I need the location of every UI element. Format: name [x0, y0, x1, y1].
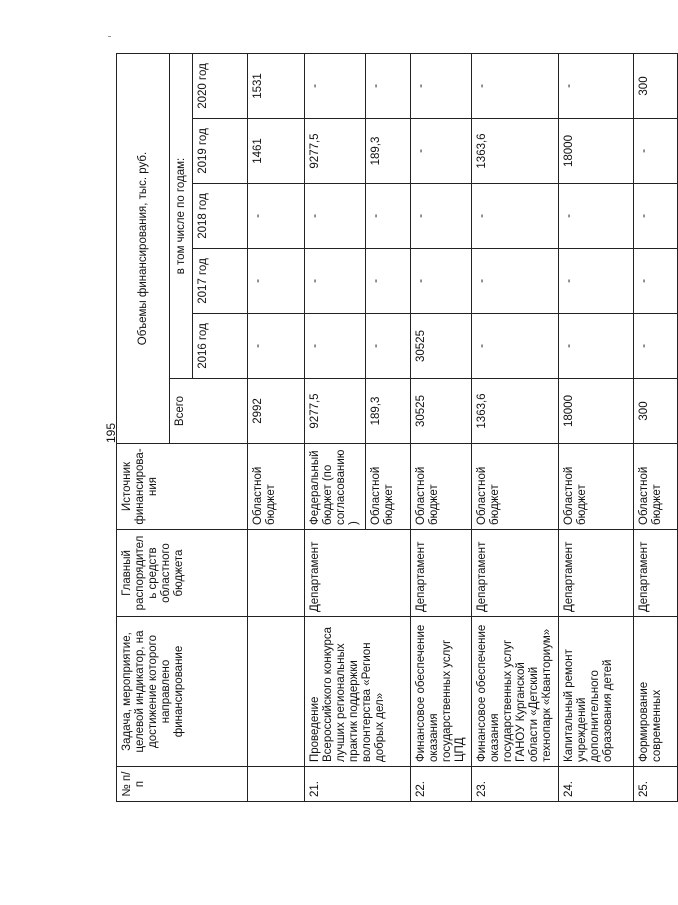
row-task: Формирование современных [634, 617, 678, 767]
row-2019: 9277,5 [305, 119, 366, 184]
row-2019: 189,3 [366, 119, 411, 184]
financing-table [116, 53, 678, 802]
row-2018: - [411, 184, 472, 249]
row-source: Областной бюджет [634, 444, 678, 530]
row-2018: - [472, 184, 559, 249]
header-year-2017: 2017 год [193, 249, 248, 314]
row-2020: - [305, 53, 366, 118]
row-2020: - [411, 53, 472, 118]
table-wrapper [116, 54, 663, 802]
table-row [305, 53, 366, 801]
row-task: Финансовое обеспечение оказания государственных услуг ГАНОУ Курганской области «Детский технопарк «Кванториум» [472, 617, 559, 767]
row-total: 2992 [248, 379, 305, 444]
header-year-2018: 2018 год [193, 184, 248, 249]
row-num [248, 767, 305, 802]
row-source: Федеральный бюджет (по согласованию) [305, 444, 366, 530]
row-2016: 30525 [411, 314, 472, 379]
table-row [411, 53, 472, 801]
row-2019: - [411, 119, 472, 184]
row-2016: - [634, 314, 678, 379]
header-by-years: в том числе по годам: [170, 53, 193, 378]
row-2020: 1531 [248, 53, 305, 118]
row-admin: Департамент [634, 530, 678, 617]
row-admin: Департамент [305, 530, 411, 617]
row-source: Областной бюджет [248, 444, 305, 530]
row-2019: 18000 [559, 119, 634, 184]
row-2020: - [472, 53, 559, 118]
row-2017: - [248, 249, 305, 314]
header-year-2020: 2020 год [193, 53, 248, 118]
page-mark [108, 36, 111, 37]
row-2018: - [559, 184, 634, 249]
table-row [248, 53, 305, 801]
row-total: 18000 [559, 379, 634, 444]
header-num: № п/п [117, 767, 248, 802]
row-source: Областной бюджет [366, 444, 411, 530]
row-task [248, 617, 305, 767]
row-2016: - [559, 314, 634, 379]
row-2018: - [248, 184, 305, 249]
row-total: 300 [634, 379, 678, 444]
row-total: 189,3 [366, 379, 411, 444]
row-admin: Департамент [559, 530, 634, 617]
rotated-table-container [116, 54, 663, 802]
page-number: 195 [104, 422, 118, 444]
header-volumes: Объемы финансирования, тыс. руб. [117, 53, 170, 443]
row-admin [248, 530, 305, 617]
row-2017: - [634, 249, 678, 314]
row-2019: 1461 [248, 119, 305, 184]
row-total: 9277,5 [305, 379, 366, 444]
row-2018: - [305, 184, 366, 249]
row-task: Проведение Всероссийского конкурса лучших региональных практик поддержки волонтерства «Регион добрых дел» [305, 617, 411, 767]
row-2017: - [411, 249, 472, 314]
header-total: Всего [170, 379, 248, 444]
row-num: 23. [472, 767, 559, 802]
row-total: 1363,6 [472, 379, 559, 444]
table-row [559, 53, 634, 801]
row-2018: - [366, 184, 411, 249]
table-row [634, 53, 678, 801]
row-2019: - [634, 119, 678, 184]
row-2016: - [248, 314, 305, 379]
row-total: 30525 [411, 379, 472, 444]
row-task: Капитальный ремонт учреждений дополнительного образования детей [559, 617, 634, 767]
row-2019: 1363,6 [472, 119, 559, 184]
row-2017: - [305, 249, 366, 314]
header-year-2016: 2016 год [193, 314, 248, 379]
row-num: 24. [559, 767, 634, 802]
row-num: 22. [411, 767, 472, 802]
row-2017: - [472, 249, 559, 314]
row-2017: - [559, 249, 634, 314]
row-2020: - [366, 53, 411, 118]
header-administrator: Главный распорядитель средств областного бюджета [117, 530, 248, 617]
header-source: Источник финансирова-ния [117, 444, 248, 530]
row-admin: Департамент [472, 530, 559, 617]
row-2018: - [634, 184, 678, 249]
row-source: Областной бюджет [559, 444, 634, 530]
row-admin: Департамент [411, 530, 472, 617]
row-num: 25. [634, 767, 678, 802]
row-source: Областной бюджет [411, 444, 472, 530]
table-row [472, 53, 559, 801]
row-num: 21. [305, 767, 411, 802]
header-year-2019: 2019 год [193, 119, 248, 184]
row-task: Финансовое обеспечение оказания государственных услуг ЦПД [411, 617, 472, 767]
row-2016: - [366, 314, 411, 379]
header-task: Задача, мероприятие, целевой индикатор, на достижение которого направлено финансирование [117, 617, 248, 767]
row-2016: - [472, 314, 559, 379]
row-2016: - [305, 314, 366, 379]
row-source: Областной бюджет [472, 444, 559, 530]
header-row-1 [117, 53, 170, 801]
row-2017: - [366, 249, 411, 314]
row-2020: 300 [634, 53, 678, 118]
row-2020: - [559, 53, 634, 118]
